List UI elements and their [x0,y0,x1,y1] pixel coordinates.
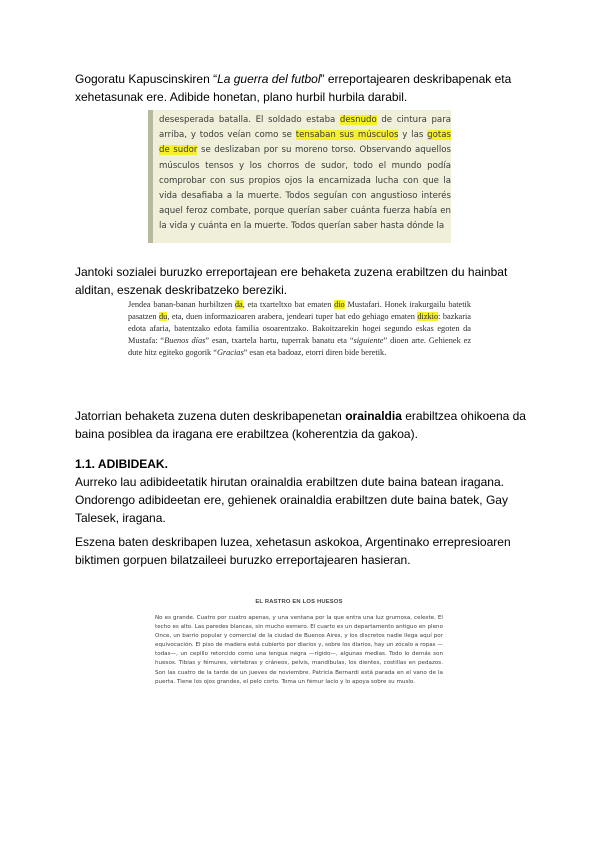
highlight: gotas de sudor [159,130,451,156]
intro-text-end: ” erreportajearen deskribapenak eta xehetasunak ere. Adibide honetan, plano hurbil hurbila darabil. [75,72,512,104]
excerpt-text: ” esan, txartela hartu, tuperrak banatu eta “ [205,336,354,346]
paragraph-jantoki: Jantoki sozialei buruzko erreportajean ere behaketa zuzena erabiltzen du hainbat alditan, eszenak deskribatzeko bereziki. [75,265,508,297]
article-title: EL RASTRO EN LOS HUESOS [255,599,343,605]
article-body: No es grande. Cuatro por cuatro apenas, y una ventana por la que entra una luz grumosa, celeste. El techo es alto. Las paredes blancas, sin mucho esmero. El cuarto es un departamento antiguo en pleno Once, un barrio popular y comercial de la ciudad de Buenos Aires, y los discretos nadie llega aquí por equivocación. El piso de madera está cubierto por diarios y, sobre los diarios, hay un zócalo a ropas —todas—, un cepillo retorcido como una lengua negra —rígido—, algunas medias. Todo lo demás son huesos. Tibias y fémures, vértebras y cráneos, pelvis, mandíbulas, los dientes, costillas en pedazos. Son las cuatro de la tarde de un jueves de noviembre. Patricia Bernardi está parada en el vano de la puerta. Tiene los ojos grandes, el pelo corto. Toma un fémur lacio y lo apoya sobre su muslo. [155,615,443,685]
excerpt-text: , eta txarteltxo bat ematen [242,300,335,309]
excerpt-text: se deslizaban por su moreno torso. Observando aquellos músculos tensos y los chorros de sudor, todo el mundo podía comprobar con sus propios ojos la encarnizada lucha con que la vida desafiaba a la muerte. Todos seguían con angustioso interés aquel feroz combate, porque querían saber cuánta fuerza había en la vida y cuánta en la muerte. Todos querían saber hasta dónde la [159,145,451,232]
section-line-2: Ondorengo adibideetan ere, gehienek orainaldia erabiltzen dute baina batek, Gay Talesek, iragana. [75,493,508,525]
italic-quote: Buenos días [164,336,206,346]
excerpt-text: : bazkaria edota afaria, batentzako edota familia osoarentzako. Bakoitzarekin hogei segundo eskas egoten da Mustafa: “ [128,312,471,346]
section-line-1: Aurreko lau adibideetatik hirutan orainaldia erabiltzen dute baina batean iragana. [75,475,504,489]
excerpt-jantoki-sozialak [128,299,471,359]
paragraph-text: Jatorrian behaketa zuzena duten deskribapenetan [75,409,346,423]
paragraph-eszena: Eszena baten deskribapen luzea, xehetasun askokoa, Argentinako errepresioaren biktimen gorpuen bilatzaileei buruzko erreportajearen hasieran. [75,535,511,567]
italic-quote: Gracias [216,348,244,358]
highlight: dio [334,300,345,309]
intro-paragraph [75,70,535,106]
excerpt-text: Mustafari. Honek irakurgailu batetik pasatzen [128,300,471,322]
article-excerpt [155,599,443,687]
highlight: da [234,300,243,309]
bold-term: orainaldia [345,409,402,423]
highlight: du [159,312,168,322]
excerpt-text: Jendea banan-banan hurbiltzen [128,300,235,309]
excerpt-text: , eta, duen informazioaren arabera, jendeari tuper bat edo gehiago ematen [167,312,418,322]
section-adibideak [75,455,535,527]
excerpt-text: y las [398,130,428,141]
excerpt-text: desesperada batalla. El soldado estaba [159,115,340,125]
highlight: dizkio [417,312,439,322]
italic-quote: siguiente [353,336,384,346]
excerpt-text: ” esan eta badoaz, etorri diren bide beretik. [243,348,387,358]
highlight: tensaban sus músculos [295,130,399,141]
excerpt-text: ” dioen arte. Gehienek ez dute hitz egiteko gogorik “ [128,336,472,358]
excerpt-text: de cintura para arriba, y todos veían como se [159,115,451,141]
excerpt-la-guerra-del-futbol [148,110,451,243]
intro-title-italic: La guerra del futbol [217,72,321,86]
paragraph-text: erabiltzea ohikoena da baina posiblea da iragana ere erabiltzea (koherentzia da gakoa). [75,409,526,441]
paragraph-orainaldia [75,407,535,443]
section-heading: 1.1. ADIBIDEAK. [75,457,168,471]
highlight: desnudo [339,115,377,125]
intro-text: Gogoratu Kapuscinskiren “ [75,72,218,86]
